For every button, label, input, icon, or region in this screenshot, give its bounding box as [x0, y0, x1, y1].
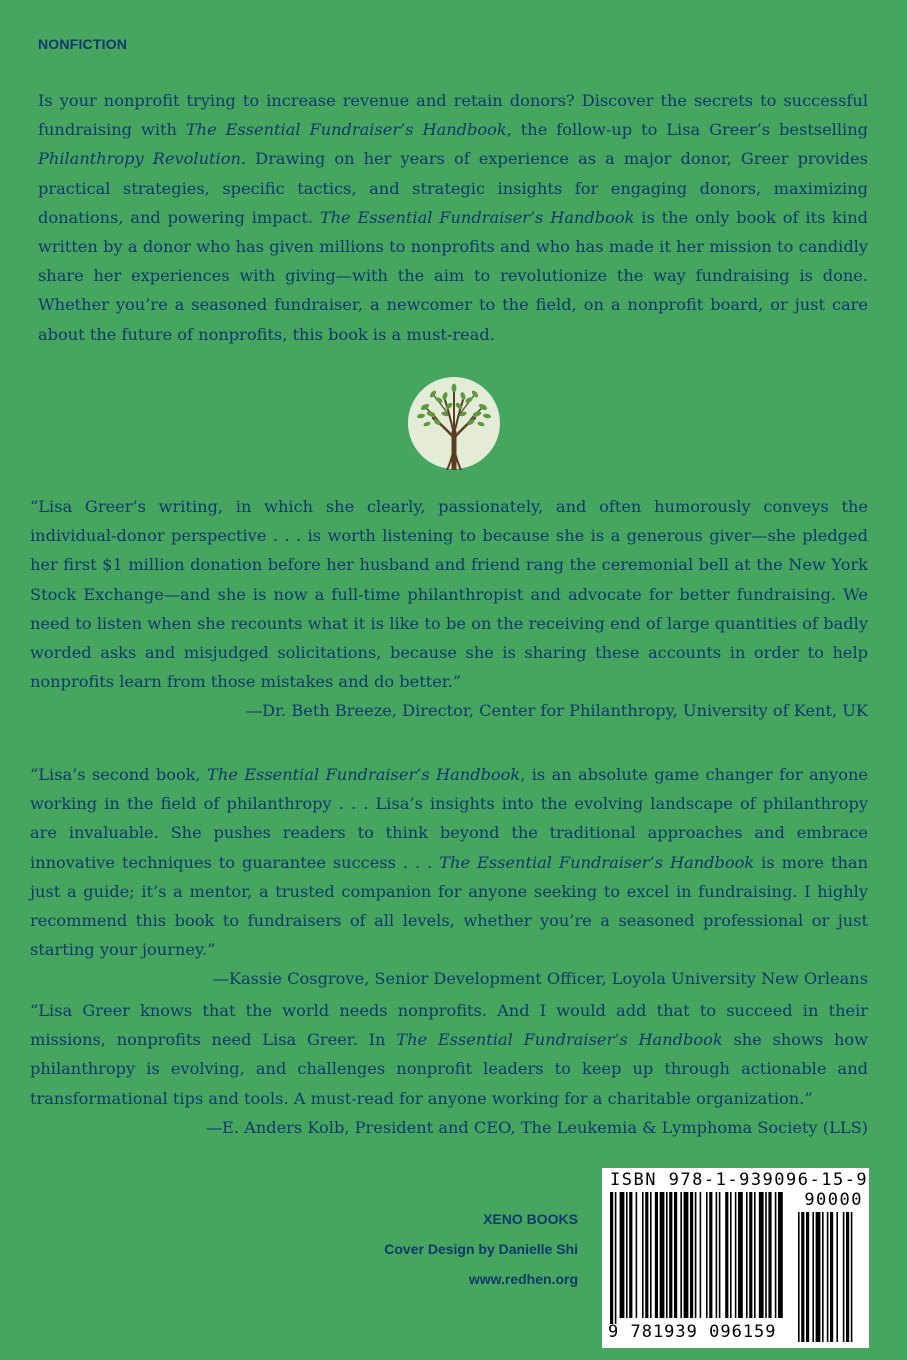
barcode-bar	[759, 1192, 764, 1318]
barcode-bar	[719, 1192, 721, 1318]
barcode-bar	[830, 1212, 833, 1342]
quote-text: “Lisa Greer’s writing, in which she clearly, passionately, and often humorously conveys the individual-donor perspective . . . is worth listening to because she is a generous giver—she pledged her first $1 million donation before her husband and friend rang the ceremonial bell at the New York Stock Exchange—and she is now a full-time philanthropist and advocate for better fundraising. We need to listen when she recounts what it is like to be on the receiving end of large quantities of badly worded asks and misjudged solicitations, because she is sharing these accounts in order to help nonprofits learn from those mistakes and do better.”	[30, 497, 868, 692]
publisher-info	[300, 1204, 578, 1294]
book-title: The Essential Fundraiser’s Handbook	[207, 765, 521, 784]
barcode-bar	[629, 1192, 632, 1318]
barcode-bar	[806, 1212, 809, 1342]
quote-attribution: —Kassie Cosgrove, Senior Development Officer, Loyola University New Orleans	[212, 969, 868, 989]
barcode-bar	[669, 1192, 672, 1318]
barcode-bar	[738, 1192, 743, 1318]
barcode-bar	[700, 1192, 702, 1318]
barcode-bar	[645, 1192, 648, 1318]
barcode-bar	[690, 1192, 693, 1318]
barcode-bar	[735, 1192, 737, 1318]
barcode-bar	[851, 1212, 853, 1342]
quote-text: “Lisa’s second book, The Essential Fundraiser’s Handbook, is an absolute game changer for anyone working in the field of philanthropy . . . Lisa’s insights into the evolving landscape of philanthropy are invaluable. She pushes readers to think beyond the traditional approaches and embrace innovative techniques to guarantee success . . . The Essential Fundraiser’s Handbook is more than just a guide; it’s a mentor, a trusted companion for anyone seeking to excel in fundraising. I highly recommend this book to fundraisers of all levels, whether you’re a seasoned professional or just starting your journey.”	[30, 765, 868, 960]
barcode-bar	[775, 1192, 777, 1318]
barcode-bar	[650, 1192, 652, 1318]
isbn-barcode	[602, 1168, 869, 1348]
barcode-bar	[798, 1212, 800, 1342]
book-title: The Essential Fundraiser’s Handbook	[439, 852, 755, 872]
genre-label: NONFICTION	[38, 36, 128, 52]
barcode-bar	[709, 1192, 712, 1318]
quote-attribution: —E. Anders Kolb, President and CEO, The Leukemia & Lymphoma Society (LLS)	[205, 1117, 868, 1137]
barcode-bar	[655, 1192, 658, 1318]
barcode-bar	[642, 1192, 644, 1318]
barcode-bar	[754, 1192, 756, 1318]
barcode-bar	[620, 1192, 625, 1318]
barcode-bar	[706, 1192, 708, 1318]
barcode-bar	[636, 1192, 638, 1318]
barcode-bar	[812, 1212, 814, 1342]
barcode-bar	[816, 1212, 821, 1342]
barcode-bar	[725, 1192, 728, 1318]
publisher-name: XENO BOOKS	[483, 1211, 578, 1227]
book-description: Is your nonprofit trying to increase revenue and retain donors? Discover the secrets to successful fundraising with The Essential Fundraiser’s Handbook, the follow-up to Lisa Greer’s bestselling Philanthropy Revolution. Drawing on her years of experience as a major donor, Greer provides practical strategies, specific tactics, and strategic insights for engaging donors, maximizing donations, and powering impact. The Essential Fundraiser’s Handbook is the only book of its kind written by a donor who has given millions to nonprofits and who has made it her mission to candidly share her experiences with giving—with the aim to revolutionize the way fundraising is done. Whether you’re a seasoned fundraiser, a newcomer to the field, on a nonprofit board, or just care about the future of nonprofits, this book is a must-read.	[38, 91, 868, 344]
barcode-bar	[674, 1192, 677, 1318]
previous-book-title: Philanthropy Revolution	[38, 149, 241, 169]
barcode-bar	[843, 1212, 845, 1342]
book-title: The Essential Fundraiser’s Handbook	[185, 120, 507, 140]
barcode-bar	[730, 1192, 732, 1318]
cover-design-credit: Cover Design by Danielle Shi	[384, 1241, 578, 1257]
barcode-bar	[660, 1192, 665, 1318]
quote-attribution: —Dr. Beth Breeze, Director, Center for Philanthropy, University of Kent, UK	[245, 701, 868, 721]
barcode-bar	[749, 1192, 752, 1318]
barcode-bar	[666, 1192, 668, 1318]
quote-text: “Lisa Greer knows that the world needs nonprofits. And I would add that to succeed in their missions, nonprofits need Lisa Greer. In The Essential Fundraiser’s Handbook she shows how philanthropy is evolving, and challenges nonprofit leaders to keep up through actionable and transformational tips and tools. A must-read for anyone working for a charitable organization.”	[30, 1001, 868, 1108]
barcode-bar	[778, 1192, 783, 1318]
barcode-bar	[827, 1212, 829, 1342]
barcode-bar	[765, 1192, 767, 1318]
barcode-bar	[684, 1192, 689, 1318]
barcode-bar	[836, 1212, 838, 1342]
book-title: The Essential Fundraiser’s Handbook	[396, 1030, 723, 1050]
barcode-bar	[716, 1192, 718, 1318]
endorsement-quote-3	[30, 996, 868, 1142]
barcode-bar	[768, 1192, 771, 1318]
book-title: The Essential Fundraiser’s Handbook	[319, 207, 635, 227]
barcode-bar	[846, 1212, 849, 1342]
barcode-bar	[626, 1192, 628, 1318]
barcode-bar	[615, 1192, 617, 1324]
barcode-bar	[695, 1192, 697, 1318]
barcode-bar	[801, 1212, 804, 1342]
price-code: 90000	[804, 1190, 863, 1210]
barcode-bar	[746, 1192, 748, 1318]
ean-digits: 9 781939 096159	[608, 1322, 777, 1342]
tree-icon	[407, 376, 501, 470]
isbn-number: ISBN 978-1-939096-15-9	[610, 1170, 869, 1190]
endorsement-quote-2	[30, 760, 868, 994]
barcode-bar	[680, 1192, 682, 1318]
barcode-bar	[822, 1212, 824, 1342]
endorsement-quote-1	[30, 492, 868, 726]
publisher-website: www.redhen.org	[468, 1271, 578, 1287]
barcode-bar	[610, 1192, 613, 1324]
